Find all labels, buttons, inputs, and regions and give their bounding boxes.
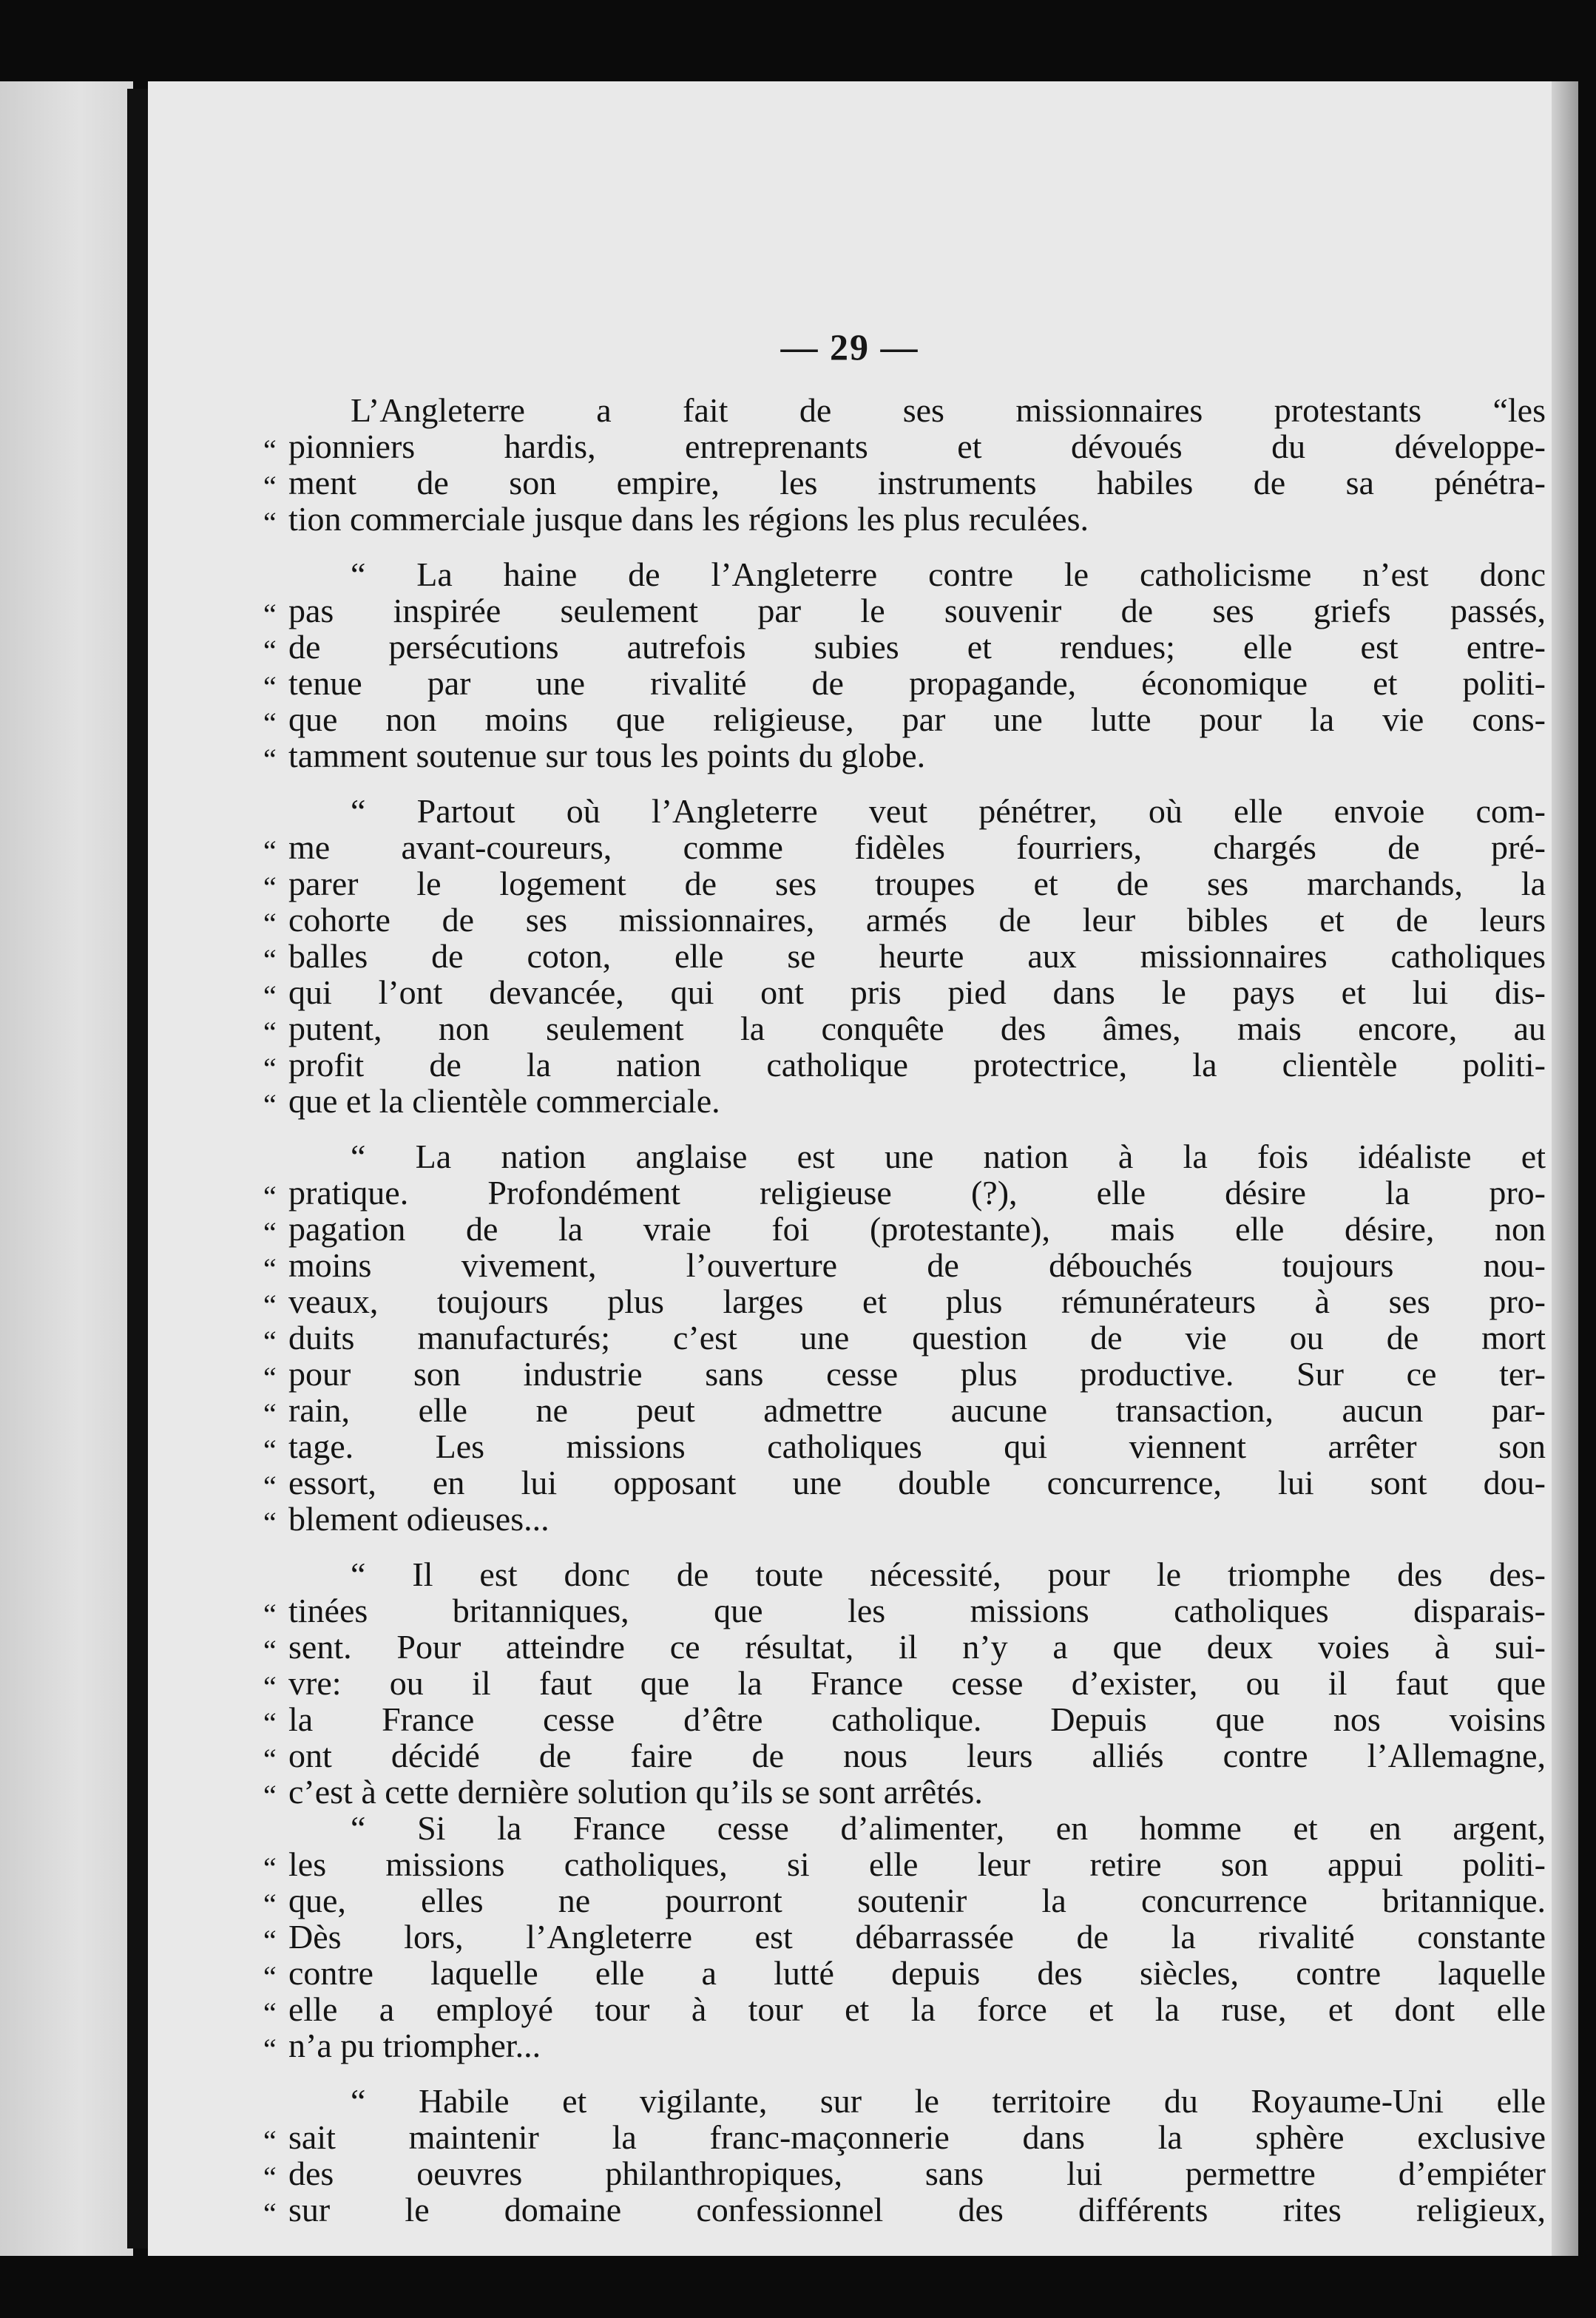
margin-quote-mark: “ — [263, 1180, 277, 1213]
margin-quote-mark: “ — [263, 1397, 277, 1430]
paragraph — [263, 792, 1546, 1121]
line-text: blement odieuses... — [288, 1500, 550, 1538]
margin-quote-mark: “ — [263, 1851, 277, 1885]
text-line — [263, 1773, 1546, 1812]
book-page — [148, 81, 1552, 2256]
text-line — [263, 1882, 1546, 1921]
margin-quote-mark: “ — [263, 433, 277, 467]
line-text: balles de coton, elle se heurte aux missionnaires catholiques — [288, 937, 1546, 975]
text-line — [263, 1174, 1546, 1213]
text-line — [263, 1500, 1546, 1539]
line-text: “ Il est donc de toute nécessité, pour le triomphe des des- — [351, 1555, 1546, 1593]
text-line — [263, 428, 1546, 467]
text-line — [263, 1082, 1546, 1121]
margin-quote-mark: “ — [263, 1706, 277, 1740]
book-gutter — [127, 89, 148, 2248]
text-line — [288, 2083, 1546, 2119]
line-text: ment de son empire, les instruments habiles de sa pénétra- — [288, 464, 1546, 501]
text-line — [288, 1138, 1546, 1175]
margin-quote-mark: “ — [263, 1670, 277, 1703]
text-line — [288, 392, 1546, 428]
margin-quote-mark: “ — [263, 834, 277, 868]
line-text: qui l’ont devancée, qui ont pris pied dans le pays et lui dis- — [288, 973, 1546, 1011]
line-text: tinées britanniques, que les missions catholiques disparais- — [288, 1592, 1546, 1629]
line-text: moins vivement, l’ouverture de débouchés toujours nou- — [288, 1246, 1546, 1284]
line-text: sent. Pour atteindre ce résultat, il n’y a que deux voies à sui- — [288, 1628, 1546, 1666]
text-line — [263, 1664, 1546, 1703]
text-line — [263, 1464, 1546, 1503]
text-line — [263, 1918, 1546, 1957]
line-text: c’est à cette dernière solution qu’ils se sont arrêtés. — [288, 1773, 983, 1811]
body-text — [263, 391, 1546, 2247]
line-text: essort, en lui opposant une double concurrence, lui sont dou- — [288, 1464, 1546, 1501]
text-line — [263, 1990, 1546, 2030]
text-line — [288, 556, 1546, 592]
text-line — [263, 1010, 1546, 1049]
margin-quote-mark: “ — [263, 2033, 277, 2066]
text-line — [263, 1427, 1546, 1467]
paragraph — [263, 1555, 1546, 2066]
margin-quote-mark: “ — [263, 1288, 277, 1322]
text-line — [263, 973, 1546, 1013]
text-line — [263, 1246, 1546, 1285]
line-text: cohorte de ses missionnaires, armés de leur bibles et de leurs — [288, 901, 1546, 939]
line-text: putent, non seulement la conquête des âmes, mais encore, au — [288, 1010, 1546, 1047]
text-line — [263, 1355, 1546, 1394]
text-line — [263, 901, 1546, 940]
line-text: “ Habile et vigilante, sur le territoire du Royaume-Uni elle — [351, 2082, 1546, 2120]
page-number: — 29 — — [780, 326, 919, 368]
margin-quote-mark: “ — [263, 943, 277, 976]
text-line — [263, 828, 1546, 868]
text-line — [263, 592, 1546, 631]
margin-quote-mark: “ — [263, 743, 277, 776]
line-text: “ La haine de l’Angleterre contre le catholicisme n’est donc — [351, 555, 1546, 593]
text-line — [263, 937, 1546, 976]
margin-quote-mark: “ — [263, 2124, 277, 2158]
margin-quote-mark: “ — [263, 1361, 277, 1394]
line-text: Dès lors, l’Angleterre est débarrassée de la rivalité constante — [288, 1918, 1546, 1956]
margin-quote-mark: “ — [263, 1634, 277, 1667]
text-line — [263, 737, 1546, 776]
line-text: rain, elle ne peut admettre aucune transaction, aucun par- — [288, 1391, 1546, 1429]
margin-quote-mark: “ — [263, 1216, 277, 1249]
text-line — [263, 628, 1546, 667]
line-text: de persécutions autrefois subies et rendues; elle est entre- — [288, 628, 1546, 666]
line-text: pionniers hardis, entreprenants et dévoués du développe- — [288, 428, 1546, 465]
margin-quote-mark: “ — [263, 1779, 277, 1812]
margin-quote-mark: “ — [263, 1252, 277, 1285]
margin-quote-mark: “ — [263, 1470, 277, 1503]
line-text: elle a employé tour à tour et la force et la ruse, et dont elle — [288, 1990, 1546, 2028]
margin-quote-mark: “ — [263, 1743, 277, 1776]
margin-quote-mark: “ — [263, 1506, 277, 1539]
text-line — [263, 1210, 1546, 1249]
line-text: pas inspirée seulement par le souvenir de ses griefs passés, — [288, 592, 1546, 629]
margin-quote-mark: “ — [263, 670, 277, 703]
line-text: que et la clientèle commerciale. — [288, 1082, 720, 1120]
line-text: sur le domaine confessionnel des différents rites religieux, — [288, 2191, 1546, 2229]
margin-quote-mark: “ — [263, 2197, 277, 2230]
margin-quote-mark: “ — [263, 1088, 277, 1121]
line-text: vre: ou il faut que la France cesse d’exister, ou il faut que — [288, 1664, 1546, 1702]
paragraph — [263, 2082, 1546, 2230]
text-line — [263, 1954, 1546, 1993]
line-text: tion commerciale jusque dans les régions les plus reculées. — [288, 500, 1089, 538]
line-text: sait maintenir la franc-maçonnerie dans la sphère exclusive — [288, 2118, 1546, 2156]
text-line — [288, 793, 1546, 829]
text-line — [263, 1319, 1546, 1358]
page-right-edge — [1552, 81, 1578, 2256]
line-text: me avant-coureurs, comme fidèles fourriers, chargés de pré- — [288, 828, 1546, 866]
margin-quote-mark: “ — [263, 1598, 277, 1631]
margin-quote-mark: “ — [263, 1016, 277, 1049]
line-text: L’Angleterre a fait de ses missionnaires protestants “les — [351, 391, 1546, 429]
paragraph — [263, 391, 1546, 539]
margin-quote-mark: “ — [263, 1052, 277, 1085]
line-text: pour son industrie sans cesse plus productive. Sur ce ter- — [288, 1355, 1546, 1393]
text-line — [263, 2027, 1546, 2066]
text-line — [263, 700, 1546, 740]
text-line — [263, 1700, 1546, 1740]
margin-quote-mark: “ — [263, 1325, 277, 1358]
line-text: tenue par une rivalité de propagande, économique et politi- — [288, 664, 1546, 702]
text-line — [263, 1283, 1546, 1322]
line-text: ont décidé de faire de nous leurs alliés contre l’Allemagne, — [288, 1737, 1546, 1774]
line-text: “ Partout où l’Angleterre veut pénétrer, où elle envoie com- — [351, 792, 1546, 830]
margin-quote-mark: “ — [263, 1960, 277, 1993]
line-text: profit de la nation catholique protectrice, la clientèle politi- — [288, 1046, 1546, 1084]
text-line — [288, 1810, 1546, 1846]
text-line — [288, 1556, 1546, 1592]
line-text: n’a pu triompher... — [288, 2027, 541, 2064]
line-text: pratique. Profondément religieuse (?), elle désire la pro- — [288, 1174, 1546, 1212]
paragraph — [263, 555, 1546, 776]
margin-quote-mark: “ — [263, 506, 277, 539]
margin-quote-mark: “ — [263, 634, 277, 667]
margin-quote-mark: “ — [263, 706, 277, 740]
margin-quote-mark: “ — [263, 1888, 277, 1921]
line-text: des oeuvres philanthropiques, sans lui permettre d’empiéter — [288, 2155, 1546, 2192]
line-text: pagation de la vraie foi (protestante), mais elle désire, non — [288, 1210, 1546, 1248]
line-text: les missions catholiques, si elle leur retire son appui politi- — [288, 1845, 1546, 1883]
text-line — [263, 1737, 1546, 1776]
margin-quote-mark: “ — [263, 2160, 277, 2194]
adjacent-page-edge — [0, 81, 133, 2256]
line-text: que, elles ne pourront soutenir la concurrence britannique. — [288, 1882, 1546, 1919]
line-text: contre laquelle elle a lutté depuis des siècles, contre laquelle — [288, 1954, 1546, 1992]
text-line — [263, 1592, 1546, 1631]
text-line — [263, 464, 1546, 503]
margin-quote-mark: “ — [263, 907, 277, 940]
line-text: “ La nation anglaise est une nation à la fois idéaliste et — [351, 1138, 1546, 1175]
line-text: tage. Les missions catholiques qui viennent arrêter son — [288, 1427, 1546, 1465]
line-text: “ Si la France cesse d’alimenter, en homme et en argent, — [351, 1809, 1546, 1847]
text-line — [263, 2118, 1546, 2158]
line-text: parer le logement de ses troupes et de ses marchands, la — [288, 865, 1546, 902]
text-line — [263, 664, 1546, 703]
margin-quote-mark: “ — [263, 470, 277, 503]
line-text: la France cesse d’être catholique. Depuis que nos voisins — [288, 1700, 1546, 1738]
margin-quote-mark: “ — [263, 1924, 277, 1957]
text-line — [263, 865, 1546, 904]
line-text: veaux, toujours plus larges et plus rémunérateurs à ses pro- — [288, 1283, 1546, 1320]
text-line — [263, 1845, 1546, 1885]
paragraph — [263, 1138, 1546, 1539]
text-line — [263, 2191, 1546, 2230]
line-text: que non moins que religieuse, par une lutte pour la vie cons- — [288, 700, 1546, 738]
margin-quote-mark: “ — [263, 1996, 277, 2030]
text-line — [263, 2155, 1546, 2194]
margin-quote-mark: “ — [263, 979, 277, 1013]
margin-quote-mark: “ — [263, 598, 277, 631]
text-line — [263, 500, 1546, 539]
text-line — [263, 1628, 1546, 1667]
text-line — [263, 1391, 1546, 1430]
margin-quote-mark: “ — [263, 871, 277, 904]
line-text: tamment soutenue sur tous les points du globe. — [288, 737, 926, 774]
text-line — [263, 1046, 1546, 1085]
margin-quote-mark: “ — [263, 1433, 277, 1467]
line-text: duits manufacturés; c’est une question de vie ou de mort — [288, 1319, 1546, 1356]
